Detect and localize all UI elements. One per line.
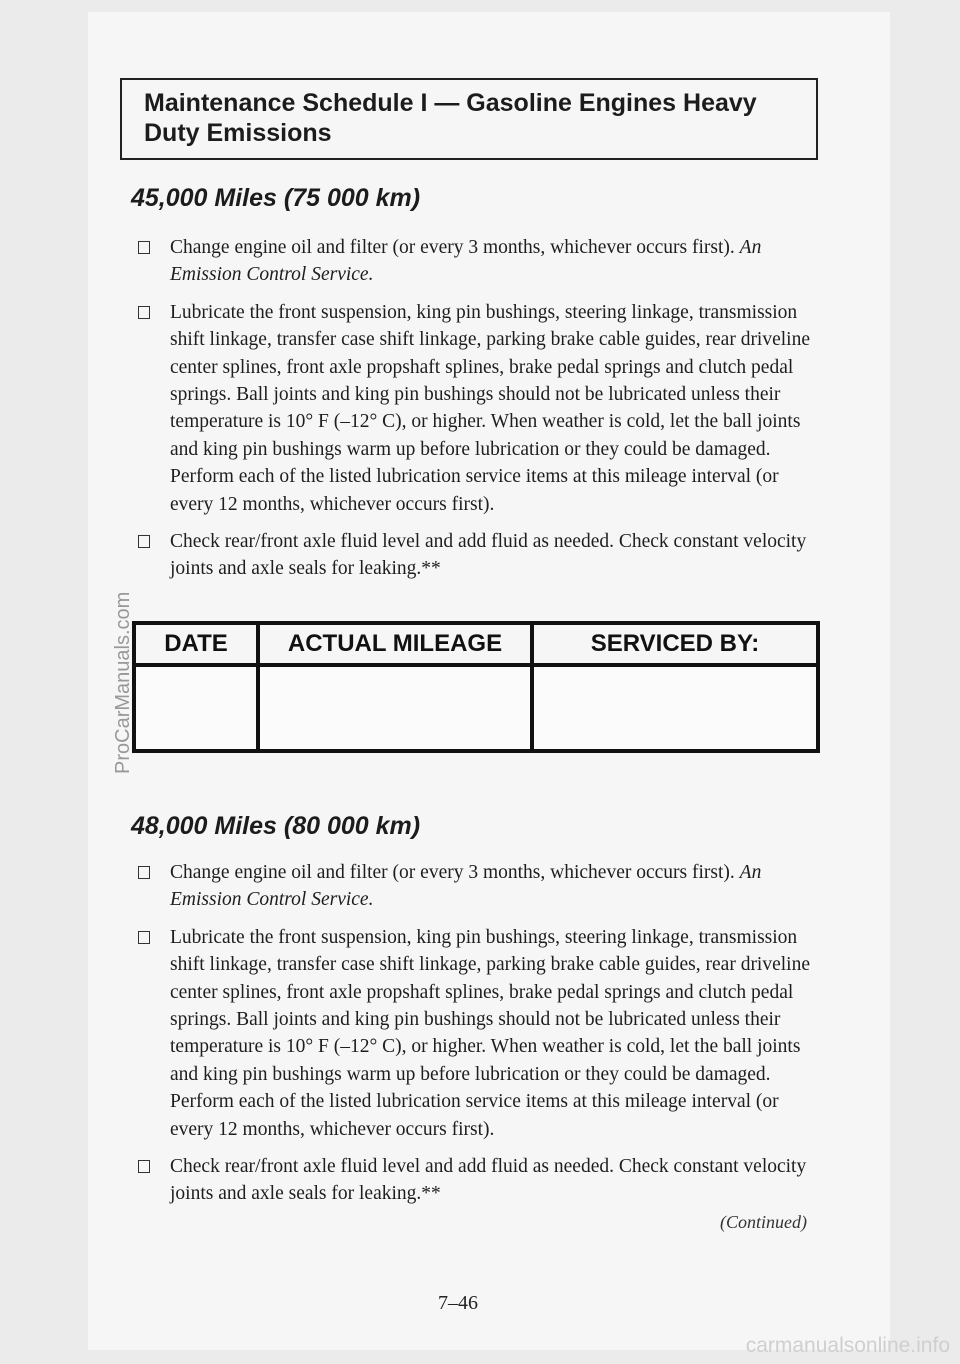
page-title [120,78,818,160]
checklist-item [136,299,826,518]
checklist-item [136,234,826,289]
page-title-line-1: Maintenance Schedule I — Gasoline Engines Heavy [144,89,757,117]
column-header-date: DATE [134,623,258,665]
date-cell[interactable] [134,665,258,751]
page-title-line-2: Duty Emissions [144,119,332,147]
item-note: An Emission Control Service. [170,862,762,911]
column-header-mileage: ACTUAL MILEAGE [258,623,532,665]
mileage-cell[interactable] [258,665,532,751]
item-text: Change engine oil and filter (or every 3 months, whichever occurs first). [170,237,735,258]
item-note: An Emission Control Service. [170,237,762,286]
item-text: Check rear/front axle fluid level and add fluid as needed. Check constant velocity joints and axle seals for leaking.** [170,531,807,580]
checklist-item [136,924,826,1143]
bottom-watermark: carmanualsonline.info [745,1334,950,1357]
table-header-row [134,623,818,665]
checkbox-icon [138,535,150,548]
checklist-48000 [136,859,826,1218]
checkbox-icon [138,1160,150,1173]
item-text: Lubricate the front suspension, king pin bushings, steering linkage, transmission shift linkage, transfer case shift linkage, parking brake cable guides, rear driveline center splines, front axle propshaft splines, brake pedal springs and clutch pedal springs. Ball joints and king pin bushings should not be lubricated unless their temperature is 10° F (–12° C), or higher. When weather is cold, let the ball joints and king pin bushings warm up before lubrication or they could be damaged. Perform each of the listed lubrication service items at this mileage interval (or every 12 months, whichever occurs first). [170,926,810,1140]
checkbox-icon [138,306,150,319]
continued-note: (Continued) [720,1212,807,1232]
item-text: Change engine oil and filter (or every 3 months, whichever occurs first). [170,862,735,883]
checklist-45000 [136,234,826,593]
section-heading-48000: 48,000 Miles (80 000 km) [131,812,421,840]
checklist-item [136,1153,826,1208]
checkbox-icon [138,866,150,879]
item-text: Lubricate the front suspension, king pin bushings, steering linkage, transmission shift linkage, transfer case shift linkage, parking brake cable guides, rear driveline center splines, front axle propshaft splines, brake pedal springs and clutch pedal springs. Ball joints and king pin bushings should not be lubricated unless their temperature is 10° F (–12° C), or higher. When weather is cold, let the ball joints and king pin bushings warm up before lubrication or they could be damaged. Perform each of the listed lubrication service items at this mileage interval (or every 12 months, whichever occurs first). [170,301,810,515]
page-number: 7–46 [438,1292,478,1314]
item-text: Check rear/front axle fluid level and add fluid as needed. Check constant velocity joints and axle seals for leaking.** [170,1156,807,1205]
checkbox-icon [138,241,150,254]
checklist-item [136,528,826,583]
checklist-item [136,859,826,914]
column-header-serviced-by: SERVICED BY: [532,623,818,665]
service-record-table [132,621,820,753]
section-heading-45000: 45,000 Miles (75 000 km) [131,184,421,212]
serviced-by-cell[interactable] [532,665,818,751]
checkbox-icon [138,931,150,944]
table-row [134,665,818,751]
side-watermark: ProCarManuals.com [112,591,134,774]
